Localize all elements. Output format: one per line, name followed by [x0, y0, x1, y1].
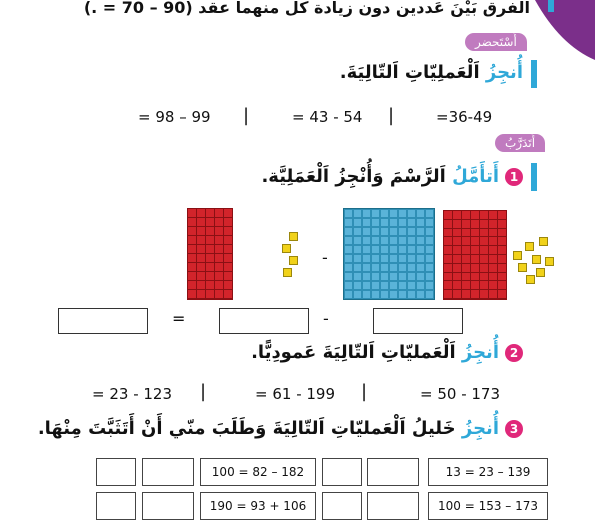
operation-cell: 13 = 23 – 139 [428, 458, 548, 486]
section-tag-practice: أَتَدَرَّبُ [495, 134, 545, 152]
instruction-accent: أُنجِزُ [485, 62, 523, 83]
equation-3: =36-49 [436, 108, 493, 126]
minus-sign: - [322, 248, 328, 267]
equation-q2-1: = 23 - 123 [92, 385, 173, 403]
question-number: 2 [505, 344, 523, 362]
separator: | [200, 381, 207, 402]
separator: | [361, 381, 368, 402]
instruction-text: اَلرَّسْمَ وَأُنْجِزُ اَلْعَمَلِيَّة. [261, 166, 453, 187]
instruction-accent: أُنجِزُ [461, 342, 499, 363]
operation-cell: 100 = 82 – 182 [200, 458, 316, 486]
section1-instruction [340, 62, 523, 83]
operation-cell: 100 = 153 – 173 [428, 492, 548, 520]
operation-cell: 190 = 93 + 106 [200, 492, 316, 520]
instruction-accent: أُنجِزُ [461, 418, 499, 439]
hundred-flat [343, 208, 435, 300]
equation-2: = 43 - 54 [292, 108, 363, 126]
instruction-text: اَلْعَمليّاتِ اَلتّالِيَةَ عَمودِيًّا. [251, 342, 462, 363]
separator: | [243, 105, 250, 126]
answer-box-minuend[interactable] [373, 308, 463, 334]
q1-instruction [261, 166, 523, 187]
check-box[interactable] [142, 458, 194, 486]
accent-bar-2 [531, 163, 537, 191]
check-box[interactable] [367, 492, 419, 520]
equation-q2-3: = 50 - 173 [420, 385, 501, 403]
equation-1: = 98 – 99 [138, 108, 211, 126]
answer-box-result[interactable] [58, 308, 148, 334]
unit-cube [526, 275, 535, 284]
question-number: 3 [505, 420, 523, 438]
unit-cube [289, 256, 298, 265]
accent-bar-1 [531, 60, 537, 88]
unit-cube [539, 237, 548, 246]
unit-cube [532, 255, 541, 264]
unit-cube [525, 242, 534, 251]
check-box[interactable] [322, 458, 362, 486]
unit-cube [289, 232, 298, 241]
minus-sign: - [323, 309, 329, 328]
equals-sign: = [172, 309, 186, 328]
ten-rod [497, 210, 507, 300]
instruction-text: اَلْعَملِيّاتِ اَلتّالِيَةَ. [339, 62, 486, 83]
corner-decoration [535, 0, 595, 60]
separator: | [388, 105, 395, 126]
check-box[interactable] [367, 458, 419, 486]
question-number: 1 [505, 168, 523, 186]
unit-cube [282, 244, 291, 253]
accent-bar-top [548, 0, 554, 12]
unit-cube [518, 263, 527, 272]
unit-cube [283, 268, 292, 277]
check-box[interactable] [96, 458, 136, 486]
check-box[interactable] [96, 492, 136, 520]
equation-q2-2: = 61 - 199 [255, 385, 336, 403]
ten-rod [223, 208, 233, 300]
unit-cube [536, 268, 545, 277]
q2-instruction [251, 342, 523, 363]
answer-box-subtrahend[interactable] [219, 308, 309, 334]
check-box[interactable] [142, 492, 194, 520]
section-tag-recall: أَسْتَحضر [465, 33, 527, 51]
unit-cube [513, 251, 522, 260]
top-text: الفرق بَيْنَ عَددين دون زيادة كل منهما عقد (90 – 70 = .) [83, 0, 530, 17]
instruction-accent: أَتأَمَّلُ [452, 166, 499, 187]
check-box[interactable] [322, 492, 362, 520]
q3-instruction [38, 418, 523, 439]
instruction-text: خَليلُ اَلْعَمليّاتِ اَلتّالِيَةَ وَطَلَبَ منّي أَنْ أَتَثَبَّتَ مِنْهَا. [37, 418, 462, 439]
unit-cube [545, 257, 554, 266]
